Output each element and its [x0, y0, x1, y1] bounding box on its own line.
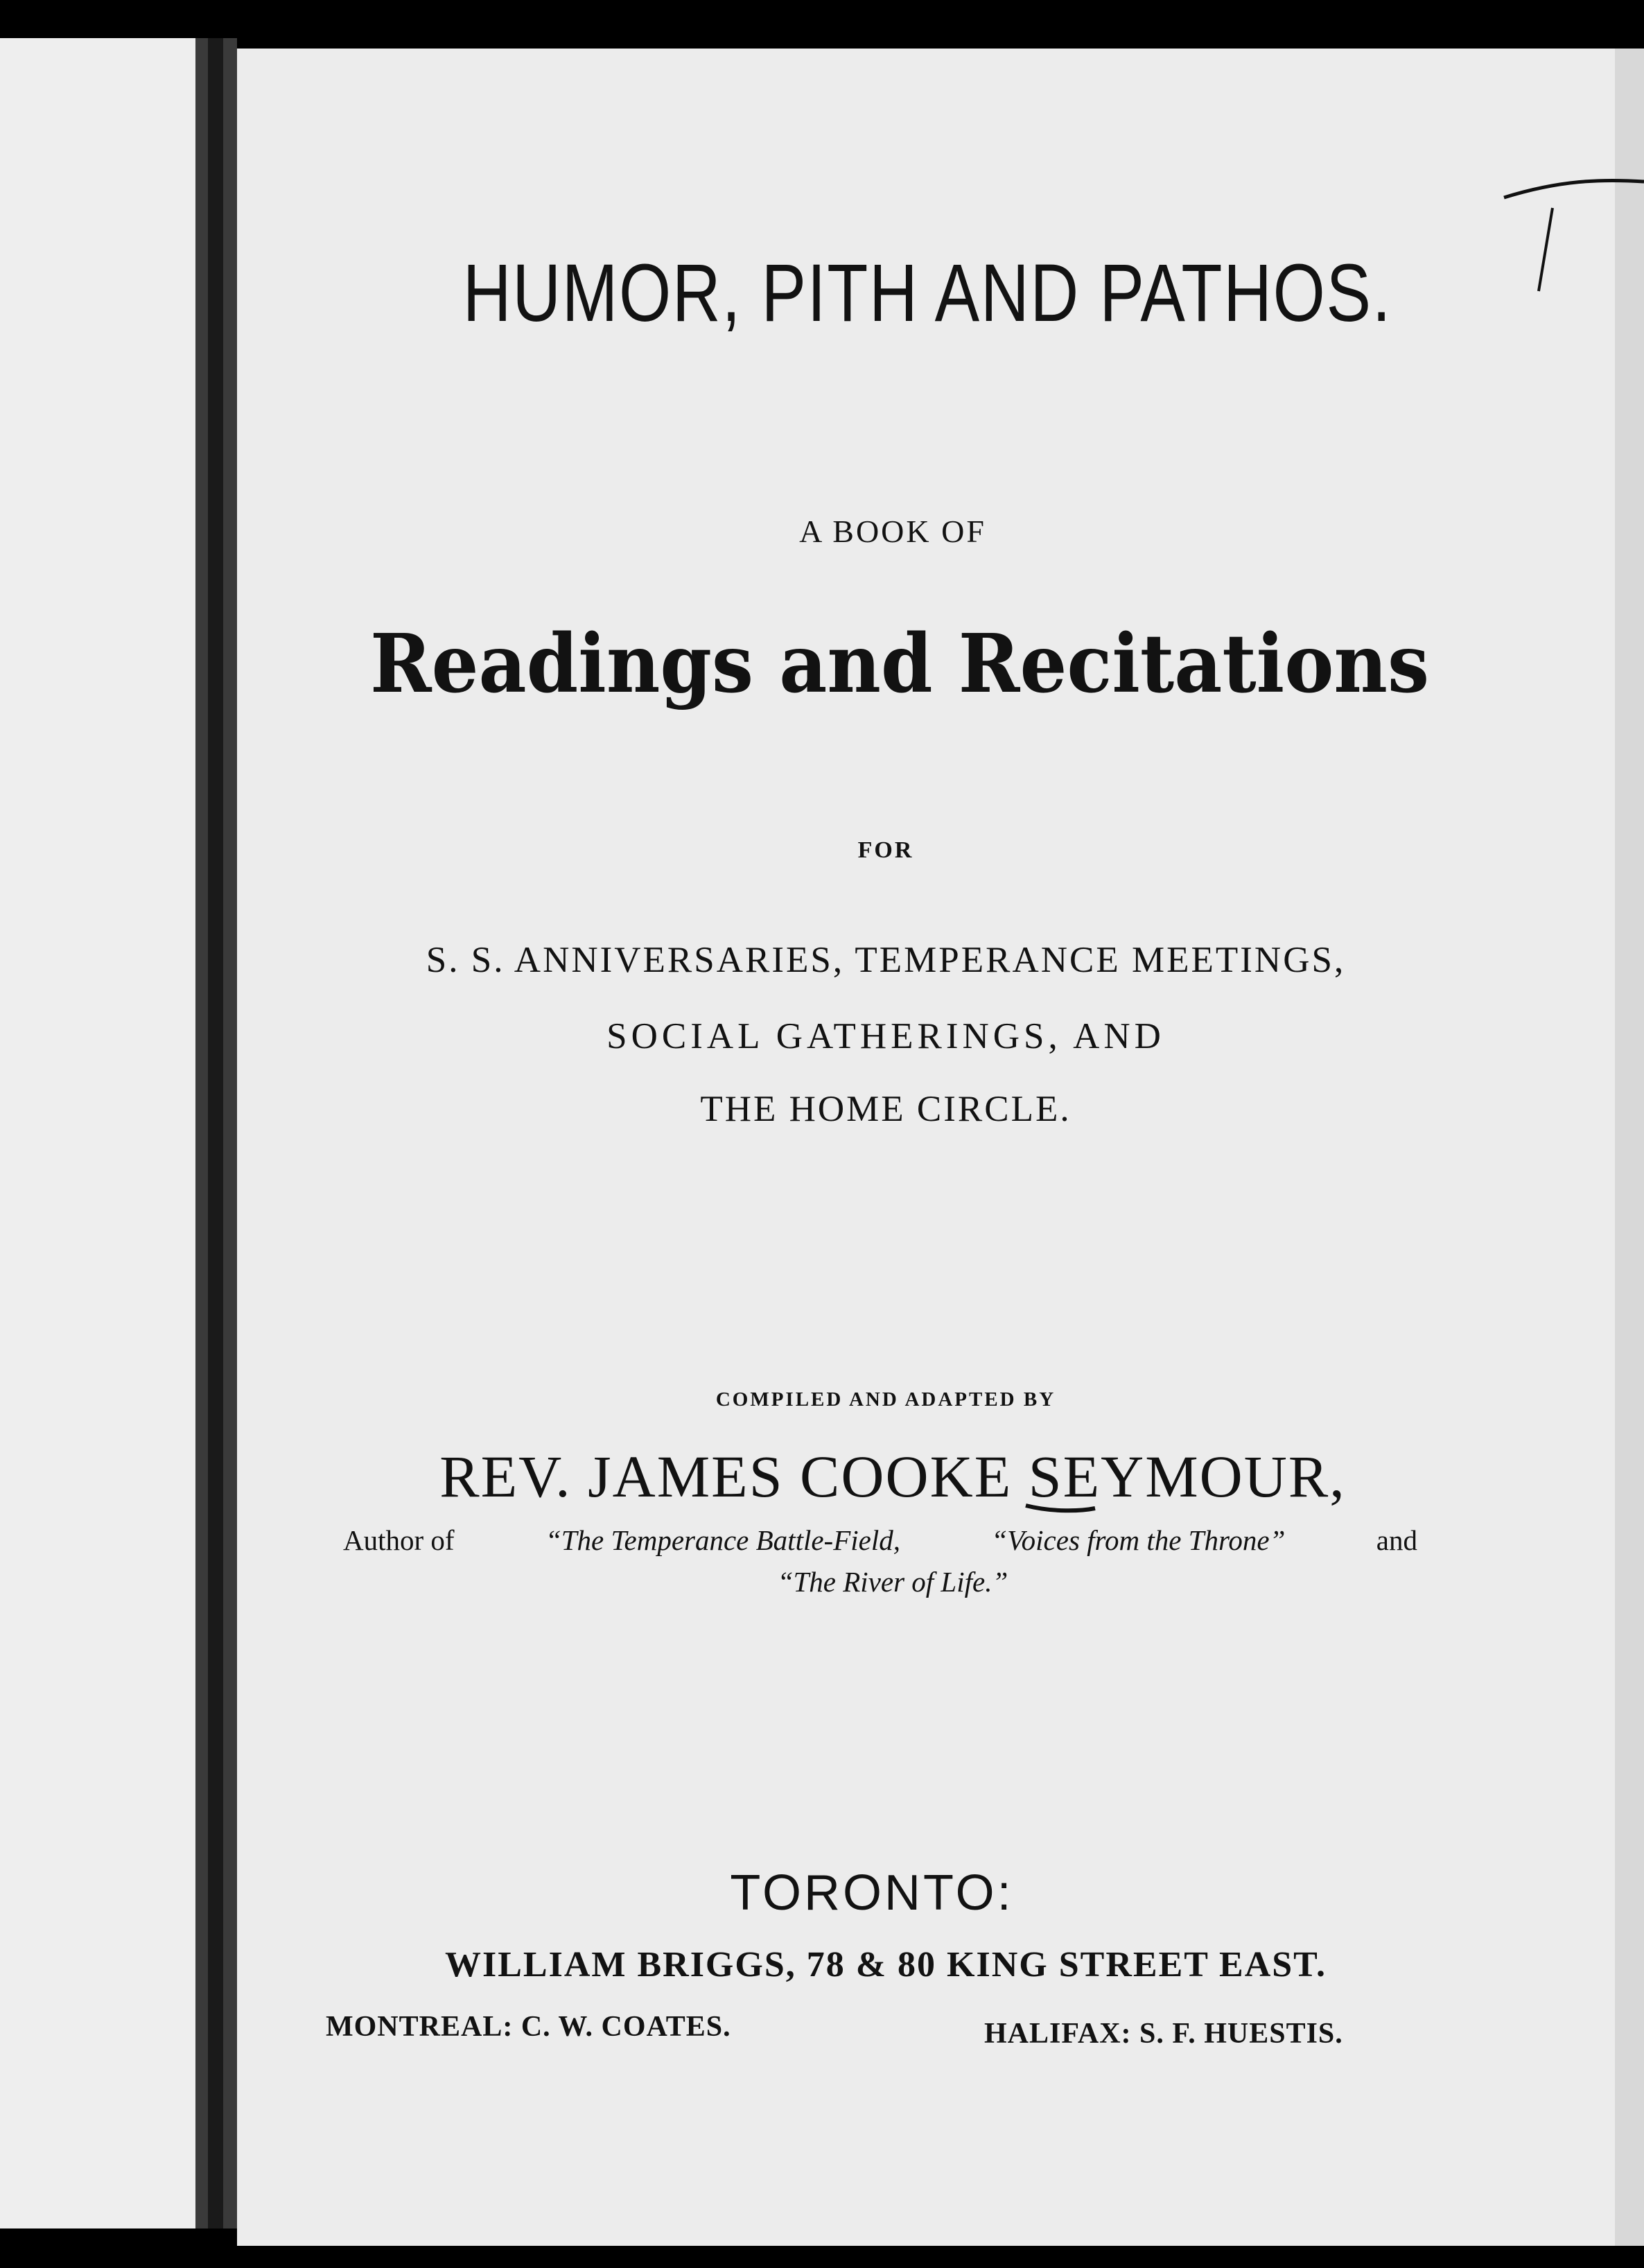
left-facing-page — [0, 38, 195, 2228]
intro-line: A BOOK OF — [799, 514, 986, 549]
for-line: FOR — [857, 837, 914, 863]
work-voices-from-the-throne: “Voices from the Throne” — [991, 1524, 1286, 1556]
audience-line-3: THE HOME CIRCLE. — [700, 1089, 1072, 1129]
publisher-city: TORONTO: — [730, 1865, 1014, 1921]
author-of-line — [343, 1524, 1417, 1557]
author-name: REV. JAMES COOKE SEYMOUR, — [439, 1443, 1346, 1510]
audience-line-1: S. S. ANNIVERSARIES, TEMPERANCE MEETINGS, — [426, 940, 1346, 980]
author-of-conjunction: and — [1376, 1524, 1417, 1556]
compiled-by: COMPILED AND ADAPTED BY — [715, 1388, 1056, 1411]
publisher-name: WILLIAM BRIGGS, 78 & 80 KING STREET EAST. — [444, 1945, 1327, 1984]
montreal-agent: MONTREAL: C. W. COATES. — [326, 2011, 731, 2043]
book-title: HUMOR, PITH AND PATHOS. — [462, 247, 1392, 339]
work-temperance-battle-field: “The Temperance Battle-Field, — [545, 1524, 900, 1556]
audience-line-2: SOCIAL GATHERINGS, AND — [606, 1016, 1165, 1056]
halifax-agent: HALIFAX: S. F. HUESTIS. — [984, 2018, 1343, 2050]
subtitle: Readings and Recitations — [369, 617, 1430, 711]
author-of-prefix: Author of — [343, 1524, 455, 1556]
work-river-of-life: “The River of Life.” — [777, 1566, 1008, 1598]
